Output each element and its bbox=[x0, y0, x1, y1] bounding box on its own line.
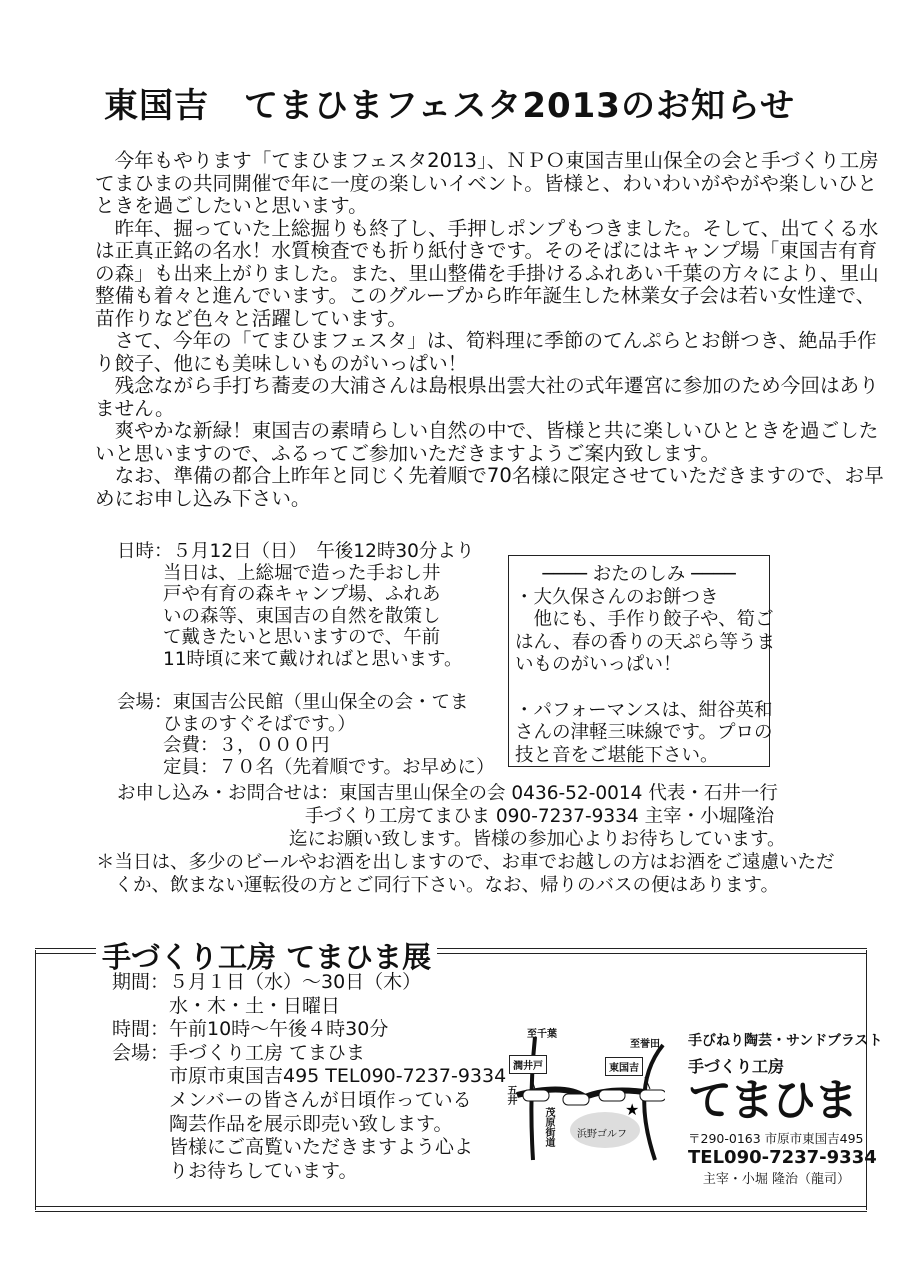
venue-line: 東国吉公民館（里山保全の会・てま bbox=[172, 692, 469, 714]
body-line: いと思いますので、ふるってご参加いただきますようご案内致します。 bbox=[95, 441, 721, 465]
access-map bbox=[505, 1025, 665, 1165]
exhibition-line: りお待ちしています。 bbox=[112, 1159, 358, 1182]
body-line: 爽やかな新緑！東国吉の素晴らしい自然の中で、皆様と共に楽しいひとときを過ごした bbox=[95, 419, 879, 442]
date-note-line: 戸や有育の森キャンプ場、ふれあ bbox=[163, 584, 441, 606]
logo-name: てまひま bbox=[688, 1075, 856, 1126]
logo-studio: 手づくり工房 bbox=[688, 1057, 785, 1076]
map-label-urui: 潤井戸 bbox=[509, 1055, 547, 1074]
contact-label: お申し込み・お問合せは： bbox=[117, 783, 340, 804]
fun-box-line: 他にも、手作り餃子や、筍ご bbox=[515, 609, 774, 631]
fun-box-line: 技と音をご堪能下さい。 bbox=[515, 744, 719, 766]
body-line: ません。 bbox=[95, 396, 175, 420]
exhibition-title: 手づくり工房 てまひま展 bbox=[96, 935, 437, 976]
traffic-signal-icon bbox=[640, 1090, 665, 1101]
traffic-signal-icon bbox=[523, 1090, 549, 1101]
fun-box-line: いものがいっぱい！ bbox=[515, 654, 682, 676]
event-details bbox=[117, 541, 495, 779]
fun-box-line: はん、春の香りの天ぷら等うま bbox=[515, 631, 776, 653]
fee: 会費：３，０００円 bbox=[163, 735, 330, 757]
date-notes bbox=[117, 563, 495, 671]
exhibition-line: 会場：手づくり工房 てまひま bbox=[112, 1041, 366, 1064]
body-line: ときを過ごしたいと思います。 bbox=[95, 194, 368, 217]
body-line: てまひまの共同開催で年に一度の楽しいイベント。皆様と、わいわいがやがや楽しいひと bbox=[95, 171, 877, 195]
logo-address: 〒290-0163 市原市東国吉495 bbox=[688, 1131, 864, 1146]
exhibition-line: 市原市東国吉495 TEL090-7237-9334 bbox=[112, 1065, 507, 1088]
date-label: 日時： bbox=[117, 541, 173, 562]
map-label-to-chiba: 至千葉 bbox=[527, 1029, 557, 1040]
exhibition-line: 皆様にご高覧いただきますよう心よ bbox=[112, 1136, 474, 1159]
body-line: り餃子、他にも美味しいものがいっぱい！ bbox=[95, 351, 468, 375]
road-homareda bbox=[644, 1045, 663, 1160]
fun-box-line bbox=[515, 677, 769, 700]
fun-box-line: ・大久保さんのお餅つき bbox=[515, 586, 719, 608]
page-title: 東国吉 てまひまフェスタ2013のお知らせ bbox=[104, 86, 795, 126]
fun-box bbox=[508, 555, 776, 767]
exhibition-line: 期間：５月１日（水）～30日（木） bbox=[112, 971, 422, 993]
studio-logo bbox=[688, 1030, 882, 1187]
body-line: 今年もやります「てまひまフェスタ2013」、ＮＰＯ東国吉里山保全の会と手づくり工房 bbox=[95, 149, 879, 172]
body-line: 整備も着々と進んでいます。このグループから昨年誕生した林業女子会は若い女性達で、 bbox=[95, 284, 876, 307]
contact-line: 東国吉里山保全の会 0436-52-0014 代表・石井一行 bbox=[339, 783, 778, 804]
contact-line: 迄にお願い致します。皆様の参加心よりお待ちしています。 bbox=[289, 829, 786, 850]
map-label-higashi: 東国吉 bbox=[605, 1057, 643, 1076]
exhibition-line: 陶芸作品を展示即売い致します。 bbox=[112, 1112, 453, 1135]
fun-box-line: さんの津軽三味線です。プロの bbox=[515, 722, 773, 744]
logo-tagline: 手びねり陶芸・サンドブラスト bbox=[688, 1033, 883, 1049]
body-line: 苗作りなど色々と活躍しています。 bbox=[95, 306, 407, 330]
fun-box-line: ・パフォーマンスは、紺谷英和 bbox=[515, 699, 773, 721]
venue-label: 会場： bbox=[117, 692, 173, 714]
body-line: めにお申し込み下さい。 bbox=[95, 486, 311, 510]
body-line: 残念ながら手打ち蕎麦の大浦さんは島根県出雲大社の式年遷宮に参加のため今回はあり bbox=[95, 374, 879, 397]
map-label-golf: 浜野ゴルフ bbox=[577, 1129, 627, 1140]
logo-tel: TEL090-7237-9334 bbox=[688, 1147, 877, 1168]
note-line: くか、飲まない運転役の方とご同行下さい。なお、帰りのバスの便はあります。 bbox=[96, 875, 780, 896]
venue-line: ひまのすぐそばです。） bbox=[163, 713, 356, 735]
traffic-signal-icon bbox=[599, 1090, 625, 1101]
fun-box-heading: ──── おたのしみ ──── bbox=[542, 564, 736, 585]
body-line: なお、準備の都合上昨年と同じく先着順で70名様に限定させていただきますので、お早 bbox=[95, 464, 884, 487]
map-label-goi: 五井 bbox=[505, 1085, 516, 1105]
date-note-line: 11時頃に来て戴ければと思います。 bbox=[163, 648, 463, 670]
logo-owner: 主宰・小堀 隆治（龍司） bbox=[702, 1172, 850, 1187]
contact-line: 手づくり工房てまひま 090-7237-9334 主宰・小堀隆治 bbox=[305, 806, 775, 827]
exhibition-details bbox=[112, 971, 506, 1183]
traffic-signal-icon bbox=[563, 1094, 589, 1105]
date-note-line: いの森等、東国吉の自然を散策し bbox=[163, 605, 441, 627]
map-label-road: 茂原街道 bbox=[543, 1107, 554, 1147]
body-line: は正真正銘の名水！水質検査でも折り紙付きです。そのそばにはキャンプ場「東国吉有育 bbox=[95, 239, 878, 262]
exhibition-line: メンバーの皆さんが日頃作っている bbox=[112, 1088, 472, 1111]
date-note-line: て戴きたいと思いますので、午前 bbox=[163, 627, 441, 649]
body-line: さて、今年の「てまひまフェスタ」は、筍料理に季節のてんぷらとお餅つき、絶品手作 bbox=[95, 329, 877, 352]
note-line: ＊当日は、多少のビールやお酒を出しますので、お車でお越しの方はお酒をご遠慮いただ bbox=[96, 852, 835, 873]
body-line: 昨年、掘っていた上総掘りも終了し、手押しポンプもつきました。そして、出てくる水 bbox=[95, 216, 879, 240]
body-line: の森」も出来上がりました。また、里山整備を手掛けるふれあい千葉の方々により、里山 bbox=[95, 261, 879, 285]
date-note-line: 当日は、上総堀で造った手おし井 bbox=[163, 562, 441, 584]
contact-section bbox=[96, 782, 835, 897]
exhibition-line: 時間：午前10時～午後４時30分 bbox=[112, 1018, 389, 1041]
divider bbox=[35, 1206, 867, 1212]
capacity: 定員：７０名（先着順です。お早めに） bbox=[163, 756, 495, 778]
intro-body bbox=[95, 150, 884, 510]
star-icon: ★ bbox=[625, 1100, 640, 1119]
date-value: ５月12日（日） 午後12時30分より bbox=[172, 541, 475, 562]
map-label-to-homareda: 至誉田 bbox=[630, 1039, 660, 1050]
exhibition-line: 水・木・土・日曜日 bbox=[112, 994, 341, 1017]
